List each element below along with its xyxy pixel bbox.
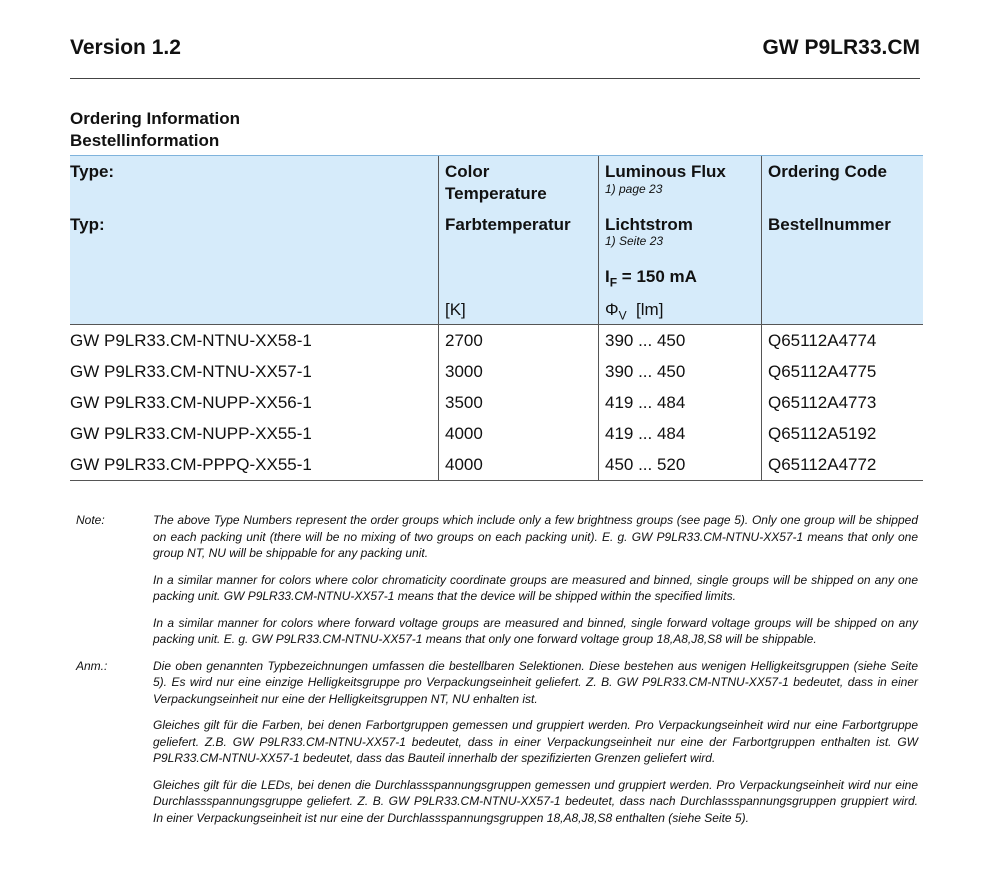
cell-ordering-code: Q65112A4774: [762, 325, 924, 357]
cell-type: GW P9LR33.CM-NUPP-XX55-1: [70, 424, 312, 443]
header-type-de: Typ:: [70, 215, 105, 234]
cell-color-temperature: 3000: [439, 356, 599, 387]
cell-type: GW P9LR33.CM-NTNU-XX58-1: [70, 331, 312, 350]
header-oc-en: Ordering Code: [768, 162, 888, 181]
cell-luminous-flux: 419 ... 484: [599, 418, 762, 449]
cell-color-temperature: 4000: [439, 418, 599, 449]
note-paragraph: The above Type Numbers represent the order groups which include only a few brightness groups (see page 5). Only one group will be shipped on each packing unit (there will be no mixing of two groups on each packing unit). E. g. GW P9LR33.CM-NTNU-XX57-1 means that only one group NT, NU will be shippable for any packing unit.: [153, 513, 918, 560]
cell-luminous-flux: 390 ... 450: [599, 325, 762, 357]
cell-type: GW P9LR33.CM-NTNU-XX57-1: [70, 362, 312, 381]
cell-color-temperature: 4000: [439, 449, 599, 481]
header-lf-de: Lichtstrom: [605, 215, 693, 234]
section-title-de: Bestellinformation: [70, 131, 220, 150]
anm-label: Anm.:: [76, 658, 108, 673]
table-row: [70, 356, 923, 387]
header-lf-note-de: 1) Seite 23: [605, 234, 664, 248]
header-ct-de: Farbtemperatur: [445, 215, 571, 234]
header-lf-condition: $I_F = 150$ mA: [605, 267, 697, 290]
table-row: [70, 449, 923, 481]
table-row: [70, 418, 923, 449]
note-paragraph: In a similar manner for colors where forward voltage groups are measured and binned, single forward voltage groups will be shipped on any packing unit. E. g. GW P9LR33.CM-NTNU-XX57-1 means that only one forward voltage group 18,A8,J8,S8 will be shippable.: [153, 615, 918, 646]
cell-type: GW P9LR33.CM-NUPP-XX56-1: [70, 393, 312, 412]
header-luminous-flux: [599, 156, 762, 325]
cell-luminous-flux: 419 ... 484: [599, 387, 762, 418]
table-row: [70, 325, 923, 357]
cell-ordering-code: Q65112A5192: [762, 418, 924, 449]
cell-ordering-code: Q65112A4775: [762, 356, 924, 387]
ordering-table: [70, 155, 923, 481]
table-header-row: [70, 156, 923, 325]
cell-ordering-code: Q65112A4773: [762, 387, 924, 418]
header-color-temperature: [439, 156, 599, 325]
version-label: Version 1.2: [70, 36, 181, 59]
cell-luminous-flux: 450 ... 520: [599, 449, 762, 481]
cell-type: GW P9LR33.CM-PPPQ-XX55-1: [70, 449, 439, 481]
table-row: [70, 387, 923, 418]
header-oc-de: Bestellnummer: [768, 215, 891, 234]
header-type: [70, 156, 439, 325]
header-lf-note-en: 1) page 23: [605, 182, 663, 196]
section-title-en: Ordering Information: [70, 109, 240, 128]
note-block-en: [76, 512, 918, 658]
cell-color-temperature: 3500: [439, 387, 599, 418]
cell-luminous-flux: 390 ... 450: [599, 356, 762, 387]
anm-paragraph: Gleiches gilt für die Farben, bei denen Farbortgruppen gemessen und gruppiert werden. Pro Verpackungseinheit wird nur eine Farbortgruppe geliefert. Z.B. GW P9LR33.CM-NTNU-XX57-1 bedeutet, dass in einer Verpackungseinheit nur eine der Farbortgruppen enthalten ist. GW P9LR33.CM-NTNU-XX57-1 bedeutet, dass das Bauteil innerhalb der spezifizierten Grenzen geliefert wird.: [153, 718, 918, 765]
product-name: GW P9LR33.CM: [762, 36, 920, 59]
note-block-de: [76, 658, 918, 837]
note-paragraph: In a similar manner for colors where color chromaticity coordinate groups are measured and binned, single groups will be shipped on any one packing unit. GW P9LR33.CM-NTNU-XX57-1 means that the device will be shipped within the specified limits.: [153, 572, 918, 603]
notes-section: [76, 512, 918, 836]
cell-color-temperature: 2700: [439, 325, 599, 357]
header-ct-unit: [K]: [445, 300, 466, 319]
header-lf-en: Luminous Flux: [605, 162, 726, 181]
anm-paragraph: Gleiches gilt für die LEDs, bei denen die Durchlassspannungsgruppen gemessen und gruppiert werden. Pro Verpackungseinheit wird nur eine Durchlassspannungsgruppe geliefert. Z. B. GW P9LR33.CM-NTNU-XX57-1 bedeutet, dass nach Durchlassspannungsgruppen gruppiert wird. In einer Verpackungseinheit ist nur eine der Durchlassspannungsgruppen 18,A8,J8,S8 enthalten (siehe Seite 5).: [153, 777, 918, 825]
page-header: [70, 36, 920, 66]
header-divider: [70, 78, 920, 79]
header-ordering-code: [762, 156, 924, 325]
header-ct-en: Color Temperature: [445, 162, 547, 203]
cell-ordering-code: Q65112A4772: [762, 449, 924, 481]
header-lf-unit: $\Phi_V$ [lm]: [605, 300, 664, 323]
anm-paragraph: Die oben genannten Typbezeichnungen umfassen die bestellbaren Selektionen. Diese bestehen aus wenigen Helligkeitsgruppen (siehe Seite 5). Es wird nur eine einzige Helligkeitsgruppe pro Verpackungseinheit geliefert. Z. B. GW P9LR33.CM-NTNU-XX57-1 bedeutet, dass in einer Verpackungseinheit nur eine der Helligkeitsgruppen NT, NU enhalten ist.: [153, 658, 918, 706]
header-type-en: Type:: [70, 162, 115, 181]
note-label: Note:: [76, 513, 105, 527]
